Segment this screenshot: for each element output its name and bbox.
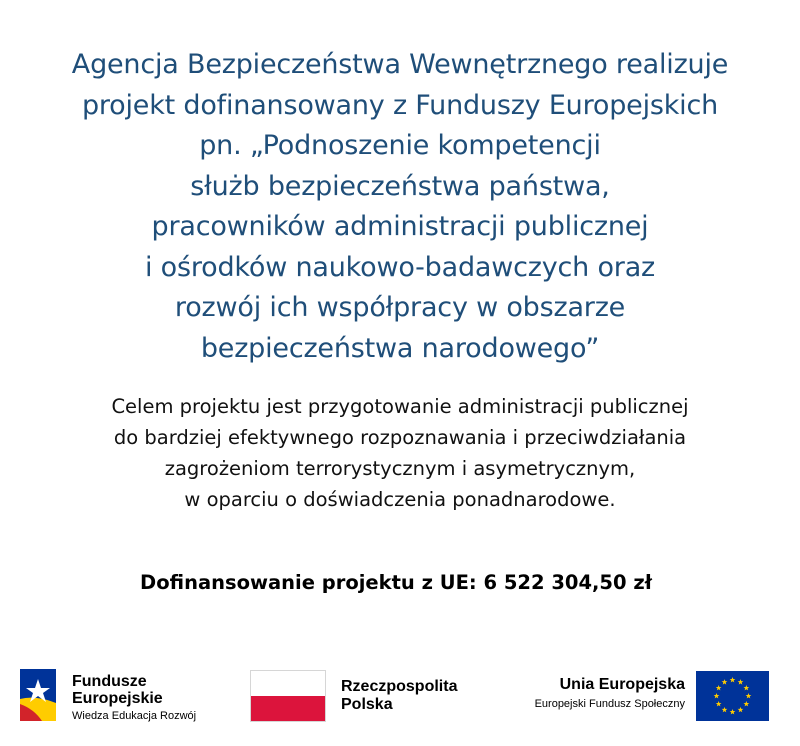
description-line: zagrożeniom terrorystycznym i asymetrycznym,: [164, 457, 636, 480]
logo-bar: [0, 660, 800, 746]
ue-line2: Europejski Fundusz Społeczny: [534, 698, 685, 710]
title-line: pracowników administracji publicznej: [151, 211, 649, 242]
title-line: pn. „Podnoszenie kompetencji: [199, 130, 601, 161]
project-description: [0, 391, 800, 515]
title-line: służb bezpieczeństwa państwa,: [190, 170, 610, 202]
ue-text: [535, 675, 685, 713]
title-line: rozwój ich współpracy w obszarze: [174, 292, 626, 323]
fundusze-line1: Fundusze: [72, 673, 147, 690]
eu-flag-icon: [696, 671, 769, 721]
ue-line1: Unia Europejska: [559, 676, 685, 693]
rzeczpospolita-polska-logo: [250, 670, 480, 726]
title-line: projekt dofinansowany z Funduszy Europejskich: [81, 89, 719, 121]
title-line: i ośrodków naukowo-badawczych oraz: [144, 251, 656, 283]
polska-line2: Polska: [341, 696, 393, 713]
title-line: Agencja Bezpieczeństwa Wewnętrznego realizuje: [71, 49, 729, 80]
description-line: w oparciu o doświadczenia ponadnarodowe.: [184, 488, 616, 511]
polska-text: [341, 678, 457, 714]
description-line: do bardziej efektywnego rozpoznawania i przeciwdziałania: [113, 426, 687, 449]
unia-europejska-logo: [505, 671, 775, 727]
polska-line1: Rzeczpospolita: [341, 678, 458, 695]
fundusze-tagline: Wiedza Edukacja Rozwój: [72, 710, 197, 722]
fundusze-europejskie-logo: [20, 669, 220, 729]
fundusze-europejskie-star-icon: [20, 669, 56, 721]
fundusze-line2: Europejskie: [72, 690, 163, 707]
project-title: [0, 45, 800, 369]
funding-amount: Dofinansowanie projektu z UE: 6 522 304,50 zł: [140, 571, 652, 594]
title-line: bezpieczeństwa narodowego”: [200, 332, 600, 364]
fundusze-text: [72, 673, 196, 725]
description-line: Celem projektu jest przygotowanie administracji publicznej: [111, 395, 689, 418]
polish-flag-icon: [250, 670, 326, 722]
